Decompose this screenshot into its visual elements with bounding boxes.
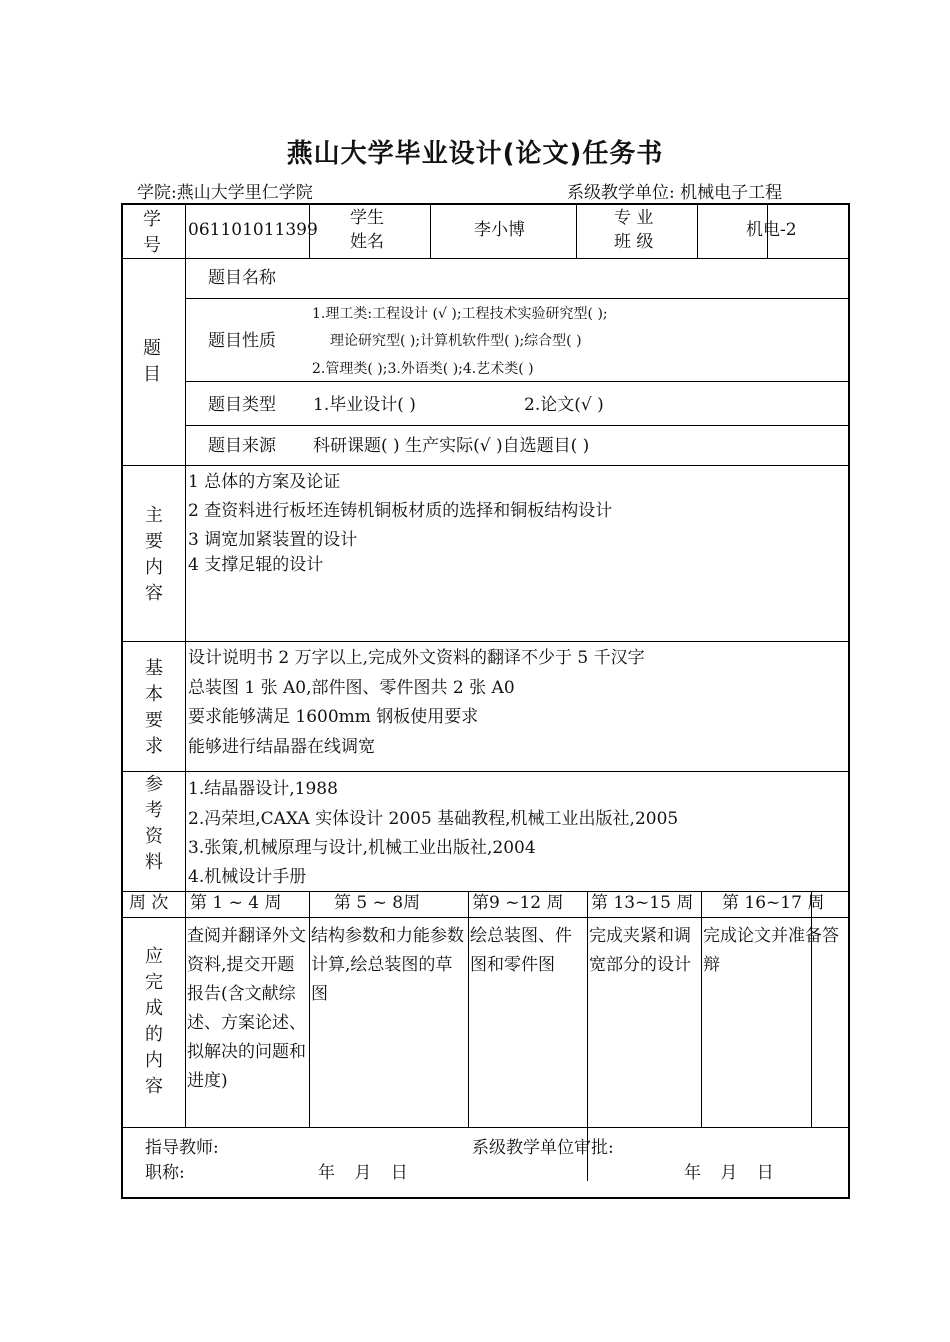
reference-item: 4.机械设计手册: [188, 867, 307, 887]
topic-section-label: 题目: [143, 338, 161, 385]
date-left: 年 月 日: [318, 1163, 408, 1183]
week-header: 第 1 ~ 4 周: [190, 893, 282, 913]
reference-item: 1.结晶器设计,1988: [188, 779, 338, 799]
student-id-label: 学号: [143, 209, 161, 256]
main-content-label: 主要内容: [145, 505, 163, 604]
major-label-line1: 专 业: [614, 208, 654, 228]
requirement-item: 总装图 1 张 A0,部件图、零件图共 2 张 A0: [188, 678, 515, 698]
week-label: 周 次: [129, 893, 169, 913]
major-class-value: 机电-2: [746, 220, 797, 240]
requirement-item: 能够进行结晶器在线调宽: [188, 737, 375, 757]
week-header: 第9 ~12 周: [472, 893, 564, 913]
student-id-value: 061101011399: [188, 220, 318, 240]
schedule-content-cell: 绘总装图、件图和零件图: [470, 926, 572, 975]
topic-nature-line1: 1.理工类:工程设计 (√ );工程技术实验研究型( );: [312, 306, 608, 322]
name-label-line2: 姓名: [350, 232, 384, 252]
schedule-content-label: 应完成的内容: [145, 946, 163, 1097]
schedule-content-cell: 结构参数和力能参数计算,绘总装图的草图: [311, 926, 464, 1004]
topic-source-value: 科研课题( ) 生产实际(√ )自选题目( ): [313, 436, 590, 456]
topic-type-option2: 2.论文(√ ): [524, 395, 604, 415]
main-content-item: 3 调宽加紧装置的设计: [188, 530, 358, 550]
reference-item: 3.张策,机械原理与设计,机械工业出版社,2004: [188, 838, 536, 858]
major-label-line2: 班 级: [614, 232, 654, 252]
approval-label: 系级教学单位审批:: [472, 1138, 614, 1158]
main-content-item: 1 总体的方案及论证: [188, 472, 341, 492]
reference-item: 2.冯荣坦,CAXA 实体设计 2005 基础教程,机械工业出版社,2005: [188, 809, 679, 829]
student-name-value: 李小博: [474, 220, 525, 240]
topic-name-label: 题目名称: [208, 268, 276, 288]
week-header: 第 16~17 周: [722, 893, 825, 913]
document-title: 燕山大学毕业设计(论文)任务书: [286, 139, 664, 169]
schedule-content-cell: 查阅并翻译外文资料,提交开题报告(含文献综述、方案论述、拟解决的问题和进度): [187, 926, 306, 1091]
requirements-label: 基本要求: [145, 658, 163, 757]
topic-nature-line2: 理论研究型( );计算机软件型( );综合型( ): [330, 333, 582, 349]
advisor-label: 指导教师:: [145, 1138, 219, 1158]
requirement-item: 要求能够满足 1600mm 钢板使用要求: [188, 707, 479, 727]
references-label: 参考资料: [145, 774, 163, 873]
name-label-line1: 学生: [350, 208, 384, 228]
main-content-item: 4 支撑足辊的设计: [188, 555, 324, 575]
topic-type-label: 题目类型: [208, 395, 276, 415]
schedule-content-cell: 完成论文并准备答辩: [703, 926, 839, 975]
date-right: 年 月 日: [684, 1163, 774, 1183]
topic-nature-label: 题目性质: [208, 331, 276, 351]
main-content-item: 2 查资料进行板坯连铸机铜板材质的选择和铜板结构设计: [188, 501, 613, 521]
topic-type-option1: 1.毕业设计( ): [313, 395, 416, 415]
week-header: 第 5 ~ 8周: [334, 893, 421, 913]
requirement-item: 设计说明书 2 万字以上,完成外文资料的翻译不少于 5 千汉字: [188, 648, 645, 668]
week-header: 第 13~15 周: [591, 893, 694, 913]
topic-nature-line3: 2.管理类( );3.外语类( );4.艺术类( ): [312, 361, 534, 377]
department-label: 系级教学单位: 机械电子工程: [567, 183, 783, 203]
title-label: 职称:: [145, 1163, 185, 1183]
topic-source-label: 题目来源: [208, 436, 276, 456]
schedule-content-cell: 完成夹紧和调宽部分的设计: [589, 926, 691, 975]
college-label: 学院:燕山大学里仁学院: [137, 183, 313, 203]
